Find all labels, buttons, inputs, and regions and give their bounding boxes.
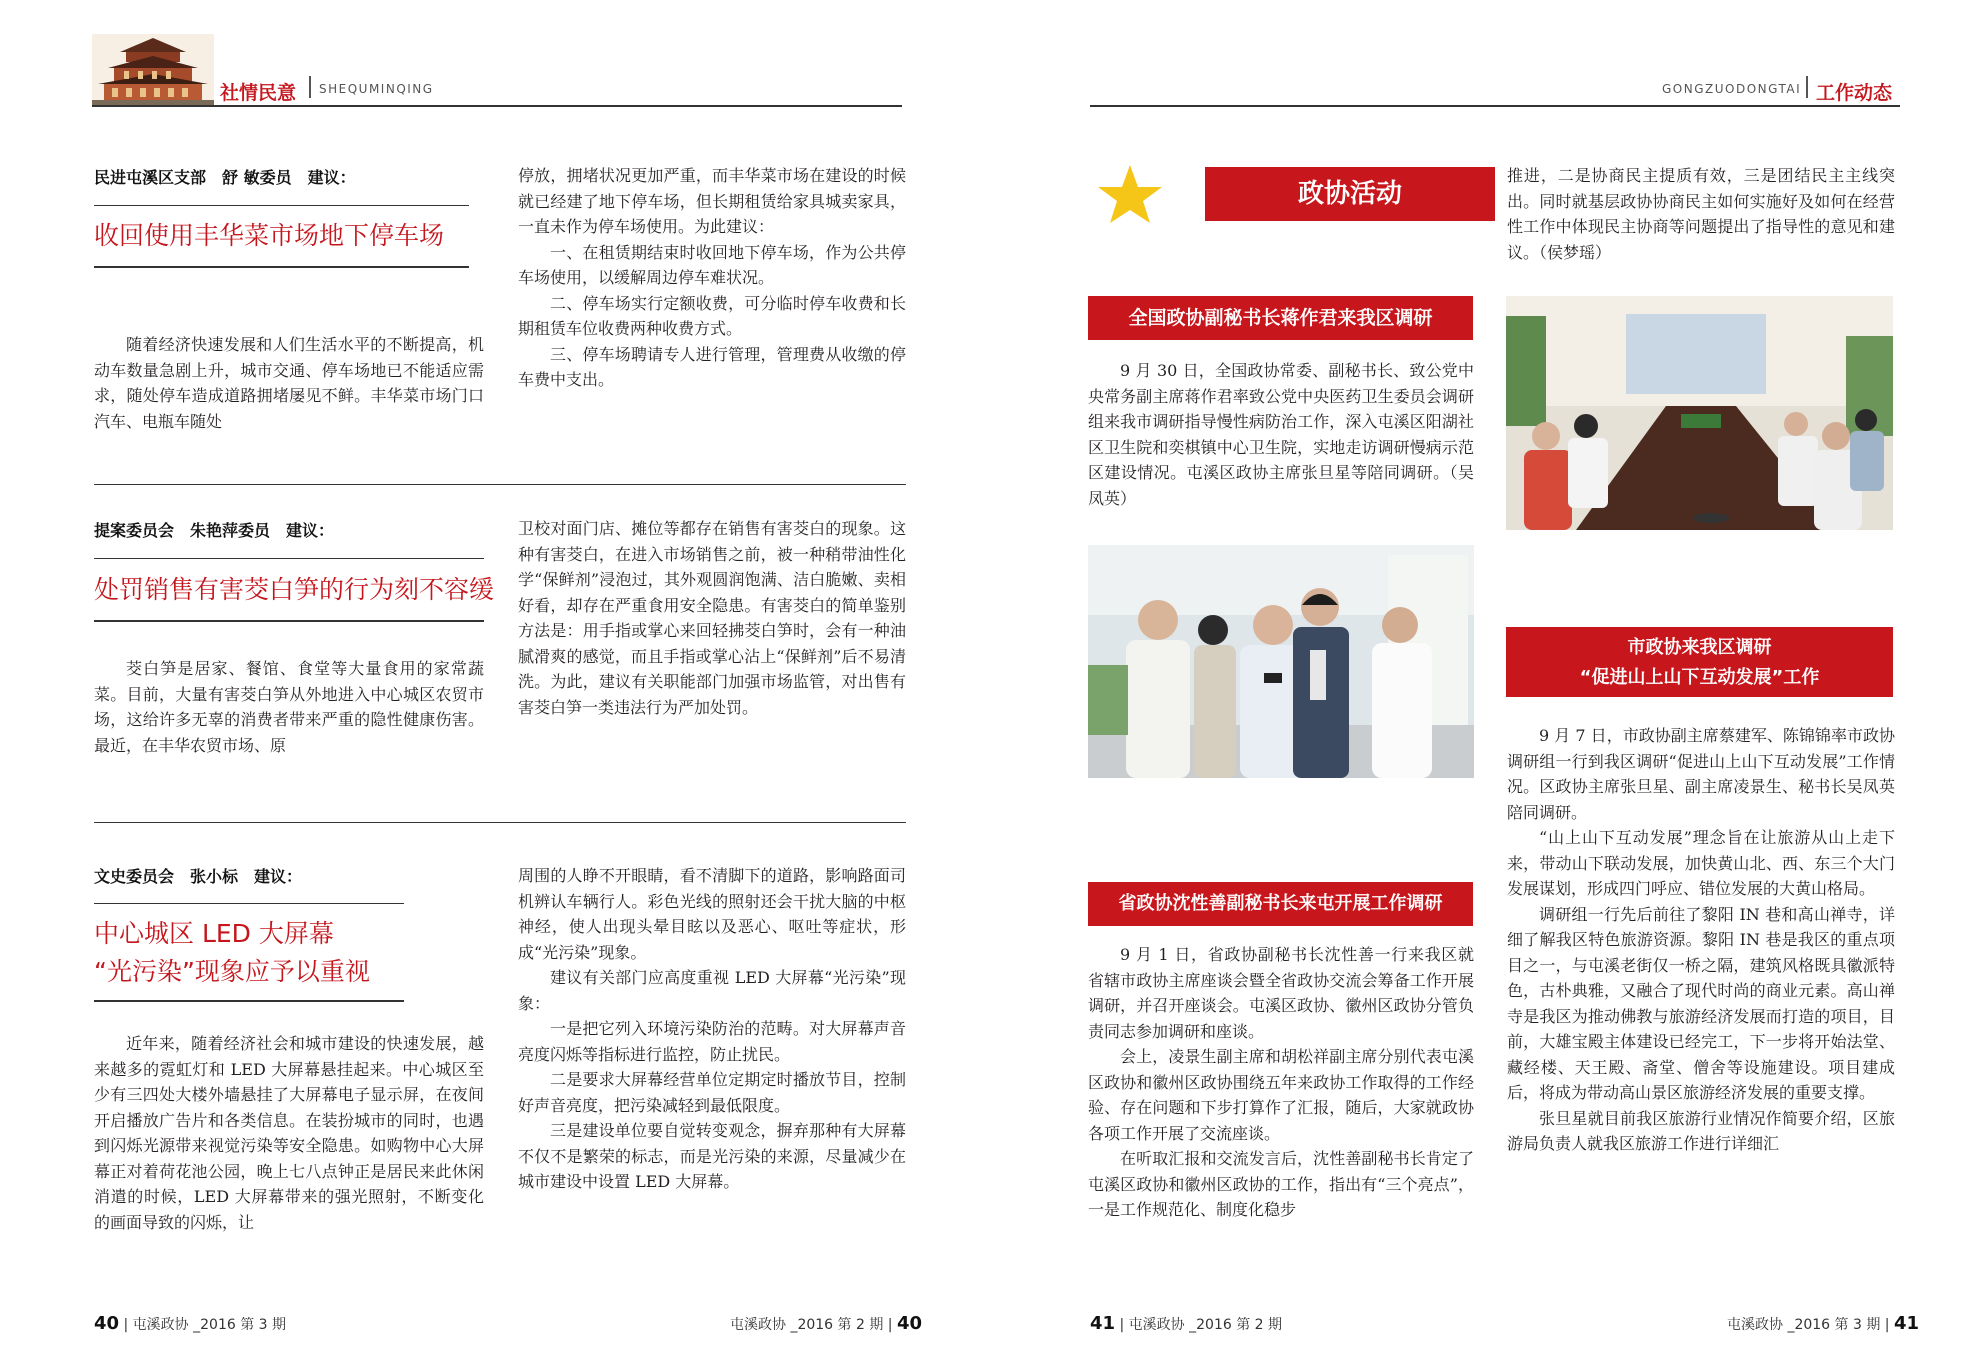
- footer-issue: | 屯溪政协 _2016 第 3 期: [123, 1317, 287, 1333]
- paragraph: 一是把它列入环境污染防治的范畴。对大屏幕声音亮度闪烁等指标进行监控，防止扰民。: [518, 1019, 906, 1064]
- article2-headline: 处罚销售有害茭白笋的行为刻不容缓: [94, 575, 495, 604]
- article2-rule-top: [94, 558, 484, 559]
- page-number: 40: [94, 1313, 120, 1334]
- article2-byline: 提案委员会 朱艳萍委员 建议：: [94, 521, 335, 540]
- paragraph: 9 月 7 日，市政协副主席蔡建军、陈锦锦率市政协调研组一行到我区调研“促进山上山下互动发展”工作情况。区政协主席张旦星、副主席凌景生、秘书长吴凤英陪同调研。: [1507, 726, 1895, 822]
- article1-column1: [94, 332, 484, 434]
- article3-byline: 文史委员会 张小标 建议：: [94, 867, 303, 886]
- paragraph: 茭白笋是居家、餐馆、食堂等大量食用的家常蔬菜。目前，大量有害茭白笋从外地进入中心城区农贸市场，这给许多无辜的消费者带来严重的隐性健康伤害。最近，在丰华农贸市场、原: [94, 659, 484, 755]
- article3-column2: [518, 863, 906, 1195]
- article1-headline: 收回使用丰华菜市场地下停车场: [94, 221, 445, 250]
- news2-title: 省政协沈性善副秘书长来屯开展工作调研: [1088, 882, 1473, 926]
- paragraph: 三、停车场聘请专人进行管理，管理费从收缴的停车费中支出。: [518, 344, 906, 389]
- article2-column2: [518, 516, 906, 720]
- left-section-pinyin: SHEQUMINQING: [319, 82, 434, 96]
- star-icon: [1095, 163, 1165, 225]
- footer-issue: | 屯溪政协 _2016 第 2 期: [1119, 1317, 1283, 1333]
- right-section-title: 工作动态: [1816, 82, 1893, 104]
- news3-title: [1506, 627, 1893, 697]
- header-divider: [309, 76, 311, 98]
- article3-rule-top: [94, 903, 404, 904]
- pavilion-logo: [92, 34, 214, 106]
- paragraph: 近年来，随着经济社会和城市建设的快速发展，越来越多的霓虹灯和 LED 大屏幕悬挂起来。中心城区至少有三四处大楼外墙悬挂了大屏幕电子显示屏，在夜间开启播放广告片和各类信息。在装扮城市的同时，也遇到闪烁光源带来视觉污染等安全隐患。如购物中心大屏幕正对着荷花池公园，晚上七八点钟正是居民来此休闲消遣的时候，LED 大屏幕带来的强光照射，不断变化的画面导致的闪烁，让: [94, 1034, 484, 1232]
- paragraph: 三是建设单位要自觉转变观念，摒弃那种有大屏幕不仅不是繁荣的标志，而是光污染的来源，尽量减少在城市建设中设置 LED 大屏幕。: [518, 1121, 906, 1191]
- article3-headline-line2: “光污染”现象应予以重视: [94, 957, 370, 986]
- paragraph: 二是要求大屏幕经营单位定期定时播放节目，控制好声音亮度，把污染减轻到最低限度。: [518, 1070, 906, 1115]
- right-section-pinyin: GONGZUODONGTAI: [1662, 82, 1802, 96]
- paragraph: 一、在租赁期结束时收回地下停车场，作为公共停车场使用，以缓解周边停车难状况。: [518, 242, 906, 287]
- left-section-title: 社情民意: [220, 82, 297, 104]
- paragraph: 张旦星就目前我区旅游行业情况作简要介绍，区旅游局负责人就我区旅游工作进行详细汇: [1507, 1108, 1895, 1153]
- paragraph: 停放，拥堵状况更加严重，而丰华菜市场在建设的时候就已经建了地下停车场，但长期租赁给家具城卖家具，一直未作为停车场使用。为此建议：: [518, 166, 906, 236]
- article-separator: [94, 822, 906, 823]
- page-number: 40: [896, 1313, 923, 1334]
- left-header-rule: [92, 105, 902, 107]
- left-footer: [94, 1313, 286, 1334]
- paragraph: 卫校对面门店、摊位等都存在销售有害茭白的现象。这种有害茭白，在进入市场销售之前，被一种稍带油性化学“保鲜剂”浸泡过，其外观圆润饱满、洁白脆嫩、卖相好看，却存在严重食用安全隐患。有害茭白的简单鉴别方法是：用手指或掌心来回轻拂茭白笋时，会有一种油腻滑爽的感觉，而且手指或掌心沾上“保鲜剂”后不易清洗。为此，建议有关职能部门加强市场监管，对出售有害茭白笋一类违法行为严加处罚。: [518, 519, 906, 717]
- news2-photo: [1506, 296, 1893, 530]
- article1-rule-bottom: [94, 266, 469, 268]
- article1-column2: [518, 163, 906, 393]
- paragraph: 周围的人睁不开眼睛，看不清脚下的道路，影响路面司机辨认车辆行人。彩色光线的照射还会干扰大脑的中枢神经，使人出现头晕目眩以及恶心、呕吐等症状，形成“光污染”现象。: [518, 866, 906, 962]
- article3-column1: [94, 1031, 484, 1235]
- page-number: 41: [1090, 1313, 1116, 1334]
- paragraph: 9 月 1 日，省政协副秘书长沈性善一行来我区就省辖市政协主席座谈会暨全省政协交流会筹备工作开展调研，并召开座谈会。屯溪区政协、徽州区政协分管负责同志参加调研和座谈。: [1088, 945, 1474, 1041]
- footer-issue: 屯溪政协 _2016 第 2 期 |: [730, 1317, 893, 1333]
- article3-rule-bottom: [94, 1000, 404, 1002]
- news1-title: 全国政协副秘书长蒋作君来我区调研: [1088, 296, 1473, 340]
- right-footer: [1090, 1313, 1282, 1334]
- section-banner-label: 政协活动: [1205, 167, 1495, 221]
- paragraph: 会上，凌景生副主席和胡松祥副主席分别代表屯溪区政协和徽州区政协围绕五年来政协工作取得的工作经验、存在问题和下步打算作了汇报，随后，大家就政协各项工作开展了交流座谈。: [1088, 1047, 1474, 1143]
- news1-body: [1088, 358, 1474, 511]
- header-divider: [1806, 76, 1808, 98]
- page-number: 41: [1893, 1313, 1920, 1334]
- paragraph: 调研组一行先后前往了黎阳 IN 巷和高山禅寺，详细了解我区特色旅游资源。黎阳 IN 巷是我区的重点项目之一，与屯溪老街仅一桥之隔，建筑风格既具徽派特色，古朴典雅，又融合了现代时尚的商业元素。高山禅寺是我区为推动佛教与旅游经济发展而打造的项目，目前，大雄宝殿主体建设已经完工，下一步将开始法堂、藏经楼、天王殿、斋堂、僧舍等设施建设。项目建成后，将成为带动高山景区旅游经济发展的重要支撑。: [1507, 904, 1895, 1102]
- article2-column1: [94, 656, 484, 758]
- paragraph: 二、停车场实行定额收费，可分临时停车收费和长期租赁车位收费两种收费方式。: [518, 293, 906, 338]
- article2-rule-bottom: [94, 620, 484, 622]
- news2-body: [1088, 942, 1474, 1223]
- paragraph: 推进，二是协商民主提质有效，三是团结民主主线突出。同时就基层政协协商民主如何实施好及如何在经营性工作中体现民主协商等问题提出了指导性的意见和建议。（侯梦瑶）: [1507, 166, 1895, 262]
- news3-body: [1507, 723, 1895, 1157]
- footer-issue: 屯溪政协 _2016 第 3 期 |: [1727, 1317, 1890, 1333]
- left-footer-right: [730, 1313, 922, 1334]
- right-header-rule: [1090, 105, 1900, 107]
- article1-byline: 民进屯溪区支部 舒 敏委员 建议：: [94, 168, 356, 187]
- right-footer-right: [1727, 1313, 1919, 1334]
- article1-rule-top: [94, 205, 469, 206]
- news3-title-line1: 市政协来我区调研: [1627, 637, 1772, 658]
- article3-headline-line1: 中心城区 LED 大屏幕: [94, 919, 334, 948]
- paragraph: “山上山下互动发展”理念旨在让旅游从山上走下来，带动山下联动发展，加快黄山北、西、东三个大门发展谋划，形成四门呼应、错位发展的大黄山格局。: [1507, 828, 1895, 898]
- paragraph: 随着经济快速发展和人们生活水平的不断提高，机动车数量急剧上升，城市交通、停车场地已不能适应需求，随处停车造成道路拥堵屡见不鲜。丰华菜市场门口汽车、电瓶车随处: [94, 335, 484, 431]
- article-separator: [94, 484, 906, 485]
- news3-title-line2: “促进山上山下互动发展”工作: [1579, 667, 1820, 688]
- paragraph: 建议有关部门应高度重视 LED 大屏幕“光污染”现象：: [518, 968, 906, 1013]
- news1-photo: [1088, 545, 1474, 778]
- news2-continued: [1507, 163, 1895, 265]
- paragraph: 9 月 30 日，全国政协常委、副秘书长、致公党中央常务副主席蒋作君率致公党中央医药卫生委员会调研组来我市调研指导慢性病防治工作，深入屯溪区阳湖社区卫生院和奕棋镇中心卫生院，实地走访调研慢病示范区建设情况。屯溪区政协主席张旦星等陪同调研。（吴凤英）: [1088, 361, 1474, 508]
- section-banner: [1095, 163, 1495, 225]
- paragraph: 在听取汇报和交流发言后，沈性善副秘书长肯定了屯溪区政协和徽州区政协的工作，指出有“三个亮点”，一是工作规范化、制度化稳步: [1088, 1149, 1474, 1219]
